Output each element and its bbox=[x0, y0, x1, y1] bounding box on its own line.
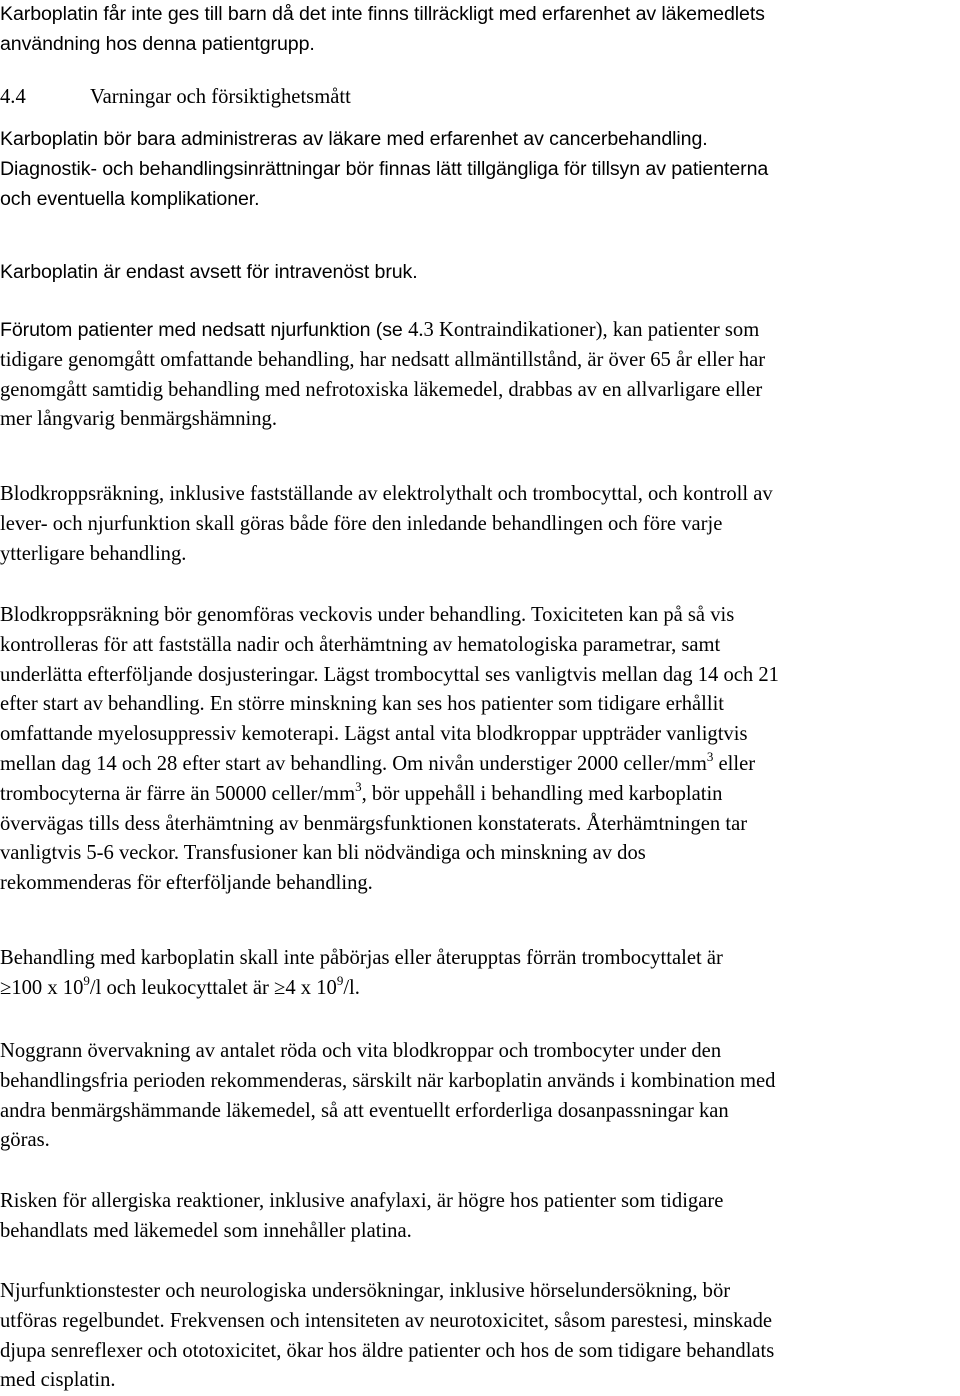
p5-line-2: kontrolleras för att fastställa nadir och återhämtning av hematologiska parametrar, samt bbox=[0, 633, 721, 656]
p6-end-text: /l. bbox=[343, 976, 360, 999]
p5-line-9: vanligtvis 5-6 veckor. Transfusioner kan bli nödvändiga och minskning av dos bbox=[0, 842, 646, 865]
paragraph-monitoring bbox=[0, 1037, 960, 1156]
p5-line-7a: trombocyterna är färre än 50000 celler/mm bbox=[0, 782, 356, 805]
p6-line-2 bbox=[0, 974, 960, 1004]
p5-line-6 bbox=[0, 750, 960, 780]
p6-mid-text: /l och leukocyttalet är bbox=[89, 976, 275, 999]
leukocyte-exponent: 9 bbox=[336, 972, 344, 988]
platelet-exponent: 9 bbox=[83, 972, 90, 988]
p5-line-7b: , bör uppehåll i behandling med karboplatin bbox=[361, 782, 723, 805]
p7-line-1: Noggrann övervakning av antalet röda och vita blodkroppar och trombocyter under den bbox=[0, 1040, 722, 1062]
p5-line-4: efter start av behandling. En större minskning kan ses hos patienter som tidigare erhållit bbox=[0, 693, 725, 716]
intro-paragraph bbox=[0, 0, 960, 60]
p3-line-2: tidigare genomgått omfattande behandling, har nedsatt allmäntillstånd, är över 65 år eller har bbox=[0, 348, 766, 371]
p5-line-6b: eller bbox=[713, 752, 756, 775]
p9-line-2: utföras regelbundet. Frekvensen och intensiteten av neurotoxicitet, såsom parestesi, minskade bbox=[0, 1309, 773, 1332]
p3-line-4: mer långvarig benmärgshämning. bbox=[0, 408, 277, 431]
ge-symbol-2: ≥ bbox=[274, 976, 286, 999]
p8-line-2: behandlats med läkemedel som innehåller platina. bbox=[0, 1219, 412, 1242]
p5-line-6a: mellan dag 14 och 28 efter start av behandling. Om nivån understiger 2000 celler/mm bbox=[0, 752, 707, 775]
p3-line-3: genomgått samtidig behandling med nefrotoxiska läkemedel, drabbas av en allvarligare eller bbox=[0, 378, 763, 401]
p4-line-1: Blodkroppsräkning, inklusive fastställande av elektrolythalt och trombocyttal, och kontroll av bbox=[0, 483, 773, 505]
p9-line-4: med cisplatin. bbox=[0, 1369, 116, 1392]
p8-line-1: Risken för allergiska reaktioner, inklusive anafylaxi, är högre hos patienter som tidigare bbox=[0, 1190, 724, 1212]
p5-line-1: Blodkroppsräkning bör genomföras veckovis under behandling. Toxiciteten kan på så vis bbox=[0, 604, 735, 626]
intro-line-1: Karboplatin får inte ges till barn då det inte finns tillräckligt med erfarenhet av läkemedlets bbox=[0, 3, 765, 25]
platelet-threshold: 100 x 10 bbox=[11, 976, 84, 999]
p9-line-1: Njurfunktionstester och neurologiska undersökningar, inklusive hörselundersökning, bör bbox=[0, 1280, 731, 1302]
p5-line-7 bbox=[0, 780, 960, 810]
intro-line-2: användning hos denna patientgrupp. bbox=[0, 32, 315, 55]
paragraph-weekly-monitoring bbox=[0, 601, 960, 899]
paragraph-administration bbox=[0, 125, 960, 214]
ge-symbol-1: ≥ bbox=[0, 976, 12, 999]
p3-line-1 bbox=[0, 316, 960, 346]
p7-line-4: göras. bbox=[0, 1129, 50, 1152]
p7-line-3: andra benmärgshämmande läkemedel, så att eventuellt erforderliga dosanpassningar kan bbox=[0, 1099, 729, 1122]
p4-line-2: lever- och njurfunktion skall göras både före den inledande behandlingen och före varje bbox=[0, 512, 723, 535]
p5-line-10: rekommenderas för efterföljande behandling. bbox=[0, 872, 373, 895]
section-number: 4.4 bbox=[0, 86, 26, 108]
p3-line-1a: Förutom patienter med nedsatt njurfunktion (se bbox=[0, 319, 409, 341]
section-title: Varningar och försiktighetsmått bbox=[90, 86, 351, 108]
p5-line-3: underlätta efterföljande dosjusteringar. Lägst trombocyttal ses vanligtvis mellan dag 14 och 21 bbox=[0, 663, 779, 686]
p5-line-8: övervägas tills dess återhämtning av benmärgsfunktionen konstaterats. Återhämtningen tar bbox=[0, 812, 748, 835]
p9-line-3: djupa senreflexer och ototoxicitet, ökar hos äldre patienter och hos de som tidigare behandlats bbox=[0, 1339, 775, 1362]
p4-line-3: ytterligare behandling. bbox=[0, 542, 187, 565]
p5-line-7-superscript: 3 bbox=[355, 778, 362, 794]
leukocyte-threshold: 4 x 10 bbox=[285, 976, 337, 999]
p7-line-2: behandlingsfria perioden rekommenderas, särskilt när karboplatin används i kombination med bbox=[0, 1069, 776, 1092]
p2-line-1: Karboplatin är endast avsett för intravenöst bruk. bbox=[0, 261, 418, 283]
p1-line-3: och eventuella komplikationer. bbox=[0, 187, 260, 210]
paragraph-intravenous bbox=[0, 258, 960, 288]
paragraph-renal-neuro-tests bbox=[0, 1277, 960, 1396]
p5-line-5: omfattande myelosuppressiv kemoterapi. Lägst antal vita blodkroppar uppträder vanligtvis bbox=[0, 723, 748, 746]
section-heading bbox=[0, 83, 960, 113]
p6-line-1: Behandling med karboplatin skall inte påbörjas eller återupptas förrän trombocyttalet är bbox=[0, 947, 723, 969]
p1-line-1: Karboplatin bör bara administreras av läkare med erfarenhet av cancerbehandling. bbox=[0, 128, 708, 150]
paragraph-risk-patients bbox=[0, 316, 960, 435]
p3-line-1b: 4.3 Kontraindikationer), kan patienter som bbox=[408, 319, 760, 341]
paragraph-blood-count bbox=[0, 480, 960, 569]
p5-line-6-superscript: 3 bbox=[706, 748, 714, 764]
p1-line-2: Diagnostik- och behandlingsinrättningar bör finnas lätt tillgängliga för tillsyn av patienterna bbox=[0, 157, 769, 180]
paragraph-start-criteria bbox=[0, 944, 960, 1004]
paragraph-allergy bbox=[0, 1187, 960, 1247]
